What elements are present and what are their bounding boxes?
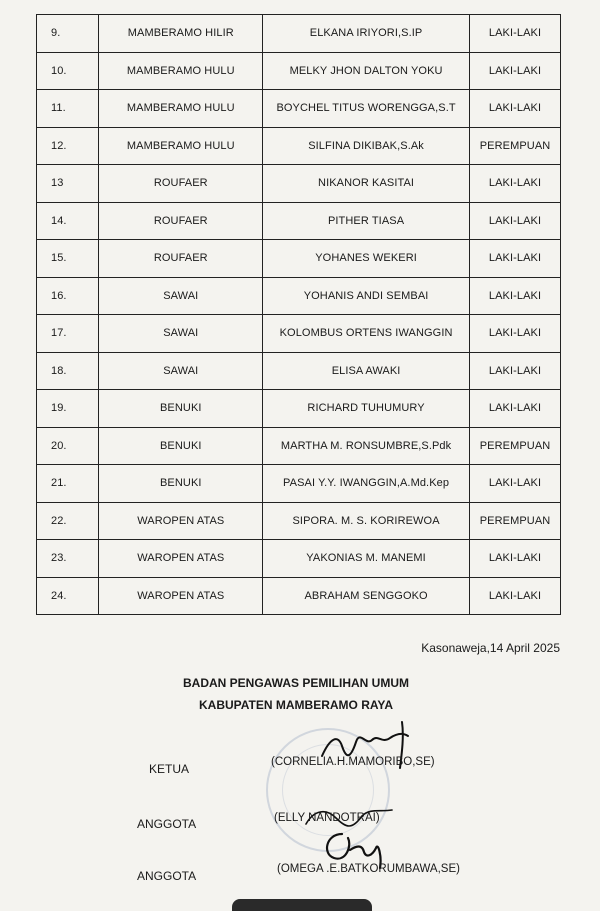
member-name-cell: ELISA AWAKI bbox=[263, 352, 470, 390]
member-name-cell: YAKONIAS M. MANEMI bbox=[263, 540, 470, 578]
member-name-cell: PASAI Y.Y. IWANGGIN,A.Md.Kep bbox=[263, 465, 470, 503]
member-name-cell: ABRAHAM SENGGOKO bbox=[263, 577, 470, 615]
gender-cell: LAKI-LAKI bbox=[470, 540, 561, 578]
table-row bbox=[37, 352, 561, 390]
row-number: 10. bbox=[37, 52, 99, 90]
gender-cell: LAKI-LAKI bbox=[470, 577, 561, 615]
role-anggota-2: ANGGOTA bbox=[137, 869, 197, 883]
table-row bbox=[37, 465, 561, 503]
row-number: 13 bbox=[37, 165, 99, 203]
member-name-cell: MELKY JHON DALTON YOKU bbox=[263, 52, 470, 90]
row-number: 11. bbox=[37, 90, 99, 128]
member-name-cell: PITHER TIASA bbox=[263, 202, 470, 240]
district-cell: MAMBERAMO HILIR bbox=[99, 15, 263, 53]
name-anggota-1: (ELLY NANDOTRAI) bbox=[274, 812, 380, 824]
table-row bbox=[37, 427, 561, 465]
member-name-cell: YOHANIS ANDI SEMBAI bbox=[263, 277, 470, 315]
gender-cell: LAKI-LAKI bbox=[470, 202, 561, 240]
district-cell: MAMBERAMO HULU bbox=[99, 90, 263, 128]
gender-cell: PEREMPUAN bbox=[470, 427, 561, 465]
role-anggota-1: ANGGOTA bbox=[137, 817, 197, 831]
table-row bbox=[37, 202, 561, 240]
member-name-cell: MARTHA M. RONSUMBRE,S.Pdk bbox=[263, 427, 470, 465]
name-anggota-2: (OMEGA .E.BATKORUMBAWA,SE) bbox=[277, 863, 460, 875]
district-cell: SAWAI bbox=[99, 277, 263, 315]
table-row bbox=[37, 52, 561, 90]
table-row bbox=[37, 577, 561, 615]
gender-cell: LAKI-LAKI bbox=[470, 15, 561, 53]
district-cell: SAWAI bbox=[99, 315, 263, 353]
row-number: 21. bbox=[37, 465, 99, 503]
gender-cell: LAKI-LAKI bbox=[470, 90, 561, 128]
row-number: 20. bbox=[37, 427, 99, 465]
table-row bbox=[37, 127, 561, 165]
table-row bbox=[37, 502, 561, 540]
row-number: 17. bbox=[37, 315, 99, 353]
row-number: 15. bbox=[37, 240, 99, 278]
table-row bbox=[37, 390, 561, 428]
gender-cell: LAKI-LAKI bbox=[470, 52, 561, 90]
gender-cell: LAKI-LAKI bbox=[470, 277, 561, 315]
district-cell: BENUKI bbox=[99, 427, 263, 465]
row-number: 18. bbox=[37, 352, 99, 390]
row-number: 16. bbox=[37, 277, 99, 315]
member-name-cell: KOLOMBUS ORTENS IWANGGIN bbox=[263, 315, 470, 353]
member-name-cell: RICHARD TUHUMURY bbox=[263, 390, 470, 428]
table-row bbox=[37, 90, 561, 128]
member-name-cell: BOYCHEL TITUS WORENGGA,S.T bbox=[263, 90, 470, 128]
district-cell: WAROPEN ATAS bbox=[99, 540, 263, 578]
table-row bbox=[37, 277, 561, 315]
gender-cell: LAKI-LAKI bbox=[470, 465, 561, 503]
district-cell: ROUFAER bbox=[99, 165, 263, 203]
table-row bbox=[37, 240, 561, 278]
row-number: 23. bbox=[37, 540, 99, 578]
district-cell: SAWAI bbox=[99, 352, 263, 390]
district-cell: BENUKI bbox=[99, 390, 263, 428]
role-ketua: KETUA bbox=[149, 762, 190, 776]
district-cell: ROUFAER bbox=[99, 202, 263, 240]
row-number: 12. bbox=[37, 127, 99, 165]
gender-cell: LAKI-LAKI bbox=[470, 390, 561, 428]
district-cell: WAROPEN ATAS bbox=[99, 577, 263, 615]
row-number: 22. bbox=[37, 502, 99, 540]
district-cell: WAROPEN ATAS bbox=[99, 502, 263, 540]
gender-cell: PEREMPUAN bbox=[470, 127, 561, 165]
gender-cell: PEREMPUAN bbox=[470, 502, 561, 540]
member-name-cell: SIPORA. M. S. KORIREWOA bbox=[263, 502, 470, 540]
district-cell: BENUKI bbox=[99, 465, 263, 503]
table-row bbox=[37, 540, 561, 578]
gender-cell: LAKI-LAKI bbox=[470, 165, 561, 203]
member-table bbox=[36, 14, 561, 615]
row-number: 14. bbox=[37, 202, 99, 240]
row-number: 19. bbox=[37, 390, 99, 428]
gender-cell: LAKI-LAKI bbox=[470, 315, 561, 353]
member-name-cell: SILFINA DIKIBAK,S.Ak bbox=[263, 127, 470, 165]
member-name-cell: YOHANES WEKERI bbox=[263, 240, 470, 278]
organization-name: BADAN PENGAWAS PEMILIHAN UMUM bbox=[182, 676, 409, 690]
table-row bbox=[37, 15, 561, 53]
table-row bbox=[37, 165, 561, 203]
member-name-cell: NIKANOR KASITAI bbox=[263, 165, 470, 203]
row-number: 24. bbox=[37, 577, 99, 615]
district-cell: MAMBERAMO HULU bbox=[99, 127, 263, 165]
gender-cell: LAKI-LAKI bbox=[470, 240, 561, 278]
member-name-cell: ELKANA IRIYORI,S.IP bbox=[263, 15, 470, 53]
bottom-edge-tab bbox=[232, 899, 372, 911]
row-number: 9. bbox=[37, 15, 99, 53]
table-row bbox=[37, 315, 561, 353]
place-date: Kasonaweja,14 April 2025 bbox=[421, 641, 560, 655]
organization-region: KABUPATEN MAMBERAMO RAYA bbox=[198, 698, 393, 712]
district-cell: MAMBERAMO HULU bbox=[99, 52, 263, 90]
gender-cell: LAKI-LAKI bbox=[470, 352, 561, 390]
name-ketua: (CORNELIA.H.MAMORIBO,SE) bbox=[271, 756, 435, 768]
district-cell: ROUFAER bbox=[99, 240, 263, 278]
